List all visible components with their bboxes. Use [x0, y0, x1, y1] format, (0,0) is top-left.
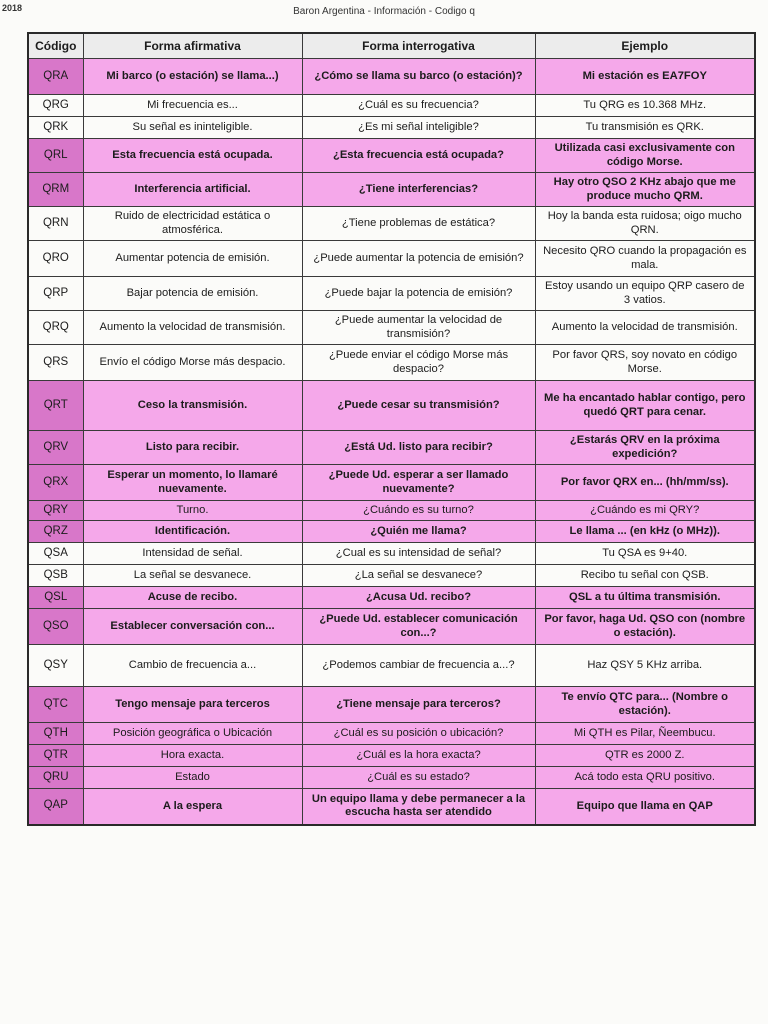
cell-ejemplo: Utilizada casi exclusivamente con código Morse. [535, 139, 755, 173]
table-row [28, 431, 755, 465]
table-row [28, 501, 755, 521]
cell-afirmativa: Cambio de frecuencia a... [83, 645, 302, 687]
cell-codigo: QRP [28, 277, 83, 311]
cell-afirmativa: Esta frecuencia está ocupada. [83, 139, 302, 173]
cell-codigo: QSA [28, 543, 83, 565]
q-code-table [27, 32, 756, 826]
cell-codigo: QRQ [28, 311, 83, 345]
table-row [28, 117, 755, 139]
table-row [28, 173, 755, 207]
cell-codigo: QRU [28, 767, 83, 789]
cell-ejemplo: ¿Estarás QRV en la próxima expedición? [535, 431, 755, 465]
cell-codigo: QRL [28, 139, 83, 173]
cell-interrogativa: ¿Esta frecuencia está ocupada? [302, 139, 535, 173]
table-row [28, 767, 755, 789]
cell-codigo: QRY [28, 501, 83, 521]
cell-interrogativa: ¿Puede aumentar la potencia de emisión? [302, 241, 535, 277]
cell-ejemplo: Por favor, haga Ud. QSO con (nombre o estación). [535, 609, 755, 645]
cell-afirmativa: Estado [83, 767, 302, 789]
cell-codigo: QRG [28, 95, 83, 117]
table-row [28, 241, 755, 277]
cell-interrogativa: ¿Es mi señal inteligible? [302, 117, 535, 139]
table-row [28, 59, 755, 95]
cell-afirmativa: Intensidad de señal. [83, 543, 302, 565]
document-title: Baron Argentina - Información - Codigo q [293, 6, 475, 17]
table-row [28, 687, 755, 723]
table-row [28, 207, 755, 241]
cell-afirmativa: La señal se desvanece. [83, 565, 302, 587]
cell-ejemplo: Tu transmisión es QRK. [535, 117, 755, 139]
cell-afirmativa: Ruido de electricidad estática o atmosférica. [83, 207, 302, 241]
cell-interrogativa: ¿Acusa Ud. recibo? [302, 587, 535, 609]
table-row [28, 543, 755, 565]
cell-interrogativa: ¿Puede cesar su transmisión? [302, 381, 535, 431]
cell-afirmativa: Esperar un momento, lo llamaré nuevamente. [83, 465, 302, 501]
cell-interrogativa: ¿Cuándo es su turno? [302, 501, 535, 521]
page-header [0, 0, 768, 30]
cell-interrogativa: ¿Tiene problemas de estática? [302, 207, 535, 241]
cell-codigo: QRN [28, 207, 83, 241]
cell-codigo: QRA [28, 59, 83, 95]
cell-interrogativa: ¿Podemos cambiar de frecuencia a...? [302, 645, 535, 687]
cell-afirmativa: Establecer conversación con... [83, 609, 302, 645]
cell-afirmativa: Listo para recibir. [83, 431, 302, 465]
cell-interrogativa: ¿Puede Ud. esperar a ser llamado nuevamente? [302, 465, 535, 501]
cell-interrogativa: ¿Quién me llama? [302, 521, 535, 543]
table-row [28, 277, 755, 311]
column-header-afirmativa: Forma afirmativa [83, 33, 302, 59]
cell-afirmativa: Mi frecuencia es... [83, 95, 302, 117]
cell-afirmativa: Mi barco (o estación) se llama...) [83, 59, 302, 95]
cell-afirmativa: Interferencia artificial. [83, 173, 302, 207]
cell-codigo: QRM [28, 173, 83, 207]
cell-codigo: QTC [28, 687, 83, 723]
cell-ejemplo: QSL a tu última transmisión. [535, 587, 755, 609]
cell-codigo: QRT [28, 381, 83, 431]
table-row [28, 521, 755, 543]
cell-ejemplo: Acá todo esta QRU positivo. [535, 767, 755, 789]
column-header-interrogativa: Forma interrogativa [302, 33, 535, 59]
table-row [28, 789, 755, 825]
table-row [28, 95, 755, 117]
cell-interrogativa: ¿Cual es su intensidad de señal? [302, 543, 535, 565]
cell-afirmativa: Acuse de recibo. [83, 587, 302, 609]
cell-ejemplo: Aumento la velocidad de transmisión. [535, 311, 755, 345]
cell-codigo: QSL [28, 587, 83, 609]
cell-interrogativa: ¿Puede Ud. establecer comunicación con...? [302, 609, 535, 645]
cell-codigo: QRX [28, 465, 83, 501]
document-year: 2018 [2, 3, 23, 13]
cell-interrogativa: ¿Puede aumentar la velocidad de transmisión? [302, 311, 535, 345]
table-row [28, 609, 755, 645]
cell-afirmativa: A la espera [83, 789, 302, 825]
cell-ejemplo: Tu QRG es 10.368 MHz. [535, 95, 755, 117]
table-row [28, 645, 755, 687]
cell-ejemplo: ¿Cuándo es mi QRY? [535, 501, 755, 521]
cell-interrogativa: ¿Tiene mensaje para terceros? [302, 687, 535, 723]
cell-interrogativa: ¿Puede bajar la potencia de emisión? [302, 277, 535, 311]
cell-afirmativa: Aumentar potencia de emisión. [83, 241, 302, 277]
column-header-ejemplo: Ejemplo [535, 33, 755, 59]
cell-ejemplo: Por favor QRS, soy novato en código Morse. [535, 345, 755, 381]
cell-codigo: QRO [28, 241, 83, 277]
table-row [28, 311, 755, 345]
cell-codigo: QTH [28, 723, 83, 745]
table-row [28, 139, 755, 173]
cell-ejemplo: Hay otro QSO 2 KHz abajo que me produce mucho QRM. [535, 173, 755, 207]
cell-ejemplo: Estoy usando un equipo QRP casero de 3 vatios. [535, 277, 755, 311]
cell-afirmativa: Ceso la transmisión. [83, 381, 302, 431]
table-row [28, 587, 755, 609]
cell-ejemplo: Tu QSA es 9+40. [535, 543, 755, 565]
cell-ejemplo: Hoy la banda esta ruidosa; oigo mucho QRN. [535, 207, 755, 241]
cell-afirmativa: Su señal es ininteligible. [83, 117, 302, 139]
cell-codigo: QSO [28, 609, 83, 645]
cell-codigo: QSB [28, 565, 83, 587]
cell-afirmativa: Posición geográfica o Ubicación [83, 723, 302, 745]
cell-codigo: QRS [28, 345, 83, 381]
cell-ejemplo: Recibo tu señal con QSB. [535, 565, 755, 587]
cell-codigo: QRZ [28, 521, 83, 543]
cell-interrogativa: ¿Cuál es su posición o ubicación? [302, 723, 535, 745]
cell-interrogativa: ¿Cuál es la hora exacta? [302, 745, 535, 767]
cell-afirmativa: Envío el código Morse más despacio. [83, 345, 302, 381]
cell-afirmativa: Tengo mensaje para terceros [83, 687, 302, 723]
cell-codigo: QRK [28, 117, 83, 139]
cell-interrogativa: ¿Está Ud. listo para recibir? [302, 431, 535, 465]
table-row [28, 381, 755, 431]
cell-afirmativa: Aumento la velocidad de transmisión. [83, 311, 302, 345]
cell-ejemplo: Me ha encantado hablar contigo, pero quedó QRT para cenar. [535, 381, 755, 431]
cell-interrogativa: ¿Cuál es su frecuencia? [302, 95, 535, 117]
cell-ejemplo: Mi estación es EA7FOY [535, 59, 755, 95]
cell-ejemplo: QTR es 2000 Z. [535, 745, 755, 767]
cell-codigo: QRV [28, 431, 83, 465]
cell-afirmativa: Identificación. [83, 521, 302, 543]
table-body [28, 59, 755, 825]
header-row [28, 33, 755, 59]
cell-ejemplo: Equipo que llama en QAP [535, 789, 755, 825]
table-row [28, 723, 755, 745]
cell-interrogativa: ¿Cómo se llama su barco (o estación)? [302, 59, 535, 95]
cell-interrogativa: ¿Cuál es su estado? [302, 767, 535, 789]
cell-interrogativa: ¿La señal se desvanece? [302, 565, 535, 587]
cell-afirmativa: Bajar potencia de emisión. [83, 277, 302, 311]
table-header [28, 33, 755, 59]
cell-codigo: QTR [28, 745, 83, 767]
cell-interrogativa: Un equipo llama y debe permanecer a la escucha hasta ser atendido [302, 789, 535, 825]
cell-codigo: QSY [28, 645, 83, 687]
table-row [28, 345, 755, 381]
cell-codigo: QAP [28, 789, 83, 825]
cell-ejemplo: Necesito QRO cuando la propagación es mala. [535, 241, 755, 277]
table-row [28, 565, 755, 587]
table-row [28, 745, 755, 767]
cell-interrogativa: ¿Puede enviar el código Morse más despacio? [302, 345, 535, 381]
cell-afirmativa: Turno. [83, 501, 302, 521]
cell-ejemplo: Mi QTH es Pilar, Ñeembucu. [535, 723, 755, 745]
column-header-codigo: Código [28, 33, 83, 59]
q-code-table-container [27, 32, 754, 826]
cell-ejemplo: Te envío QTC para... (Nombre o estación). [535, 687, 755, 723]
cell-afirmativa: Hora exacta. [83, 745, 302, 767]
cell-interrogativa: ¿Tiene interferencias? [302, 173, 535, 207]
cell-ejemplo: Le llama ... (en kHz (o MHz)). [535, 521, 755, 543]
table-row [28, 465, 755, 501]
cell-ejemplo: Por favor QRX en... (hh/mm/ss). [535, 465, 755, 501]
cell-ejemplo: Haz QSY 5 KHz arriba. [535, 645, 755, 687]
